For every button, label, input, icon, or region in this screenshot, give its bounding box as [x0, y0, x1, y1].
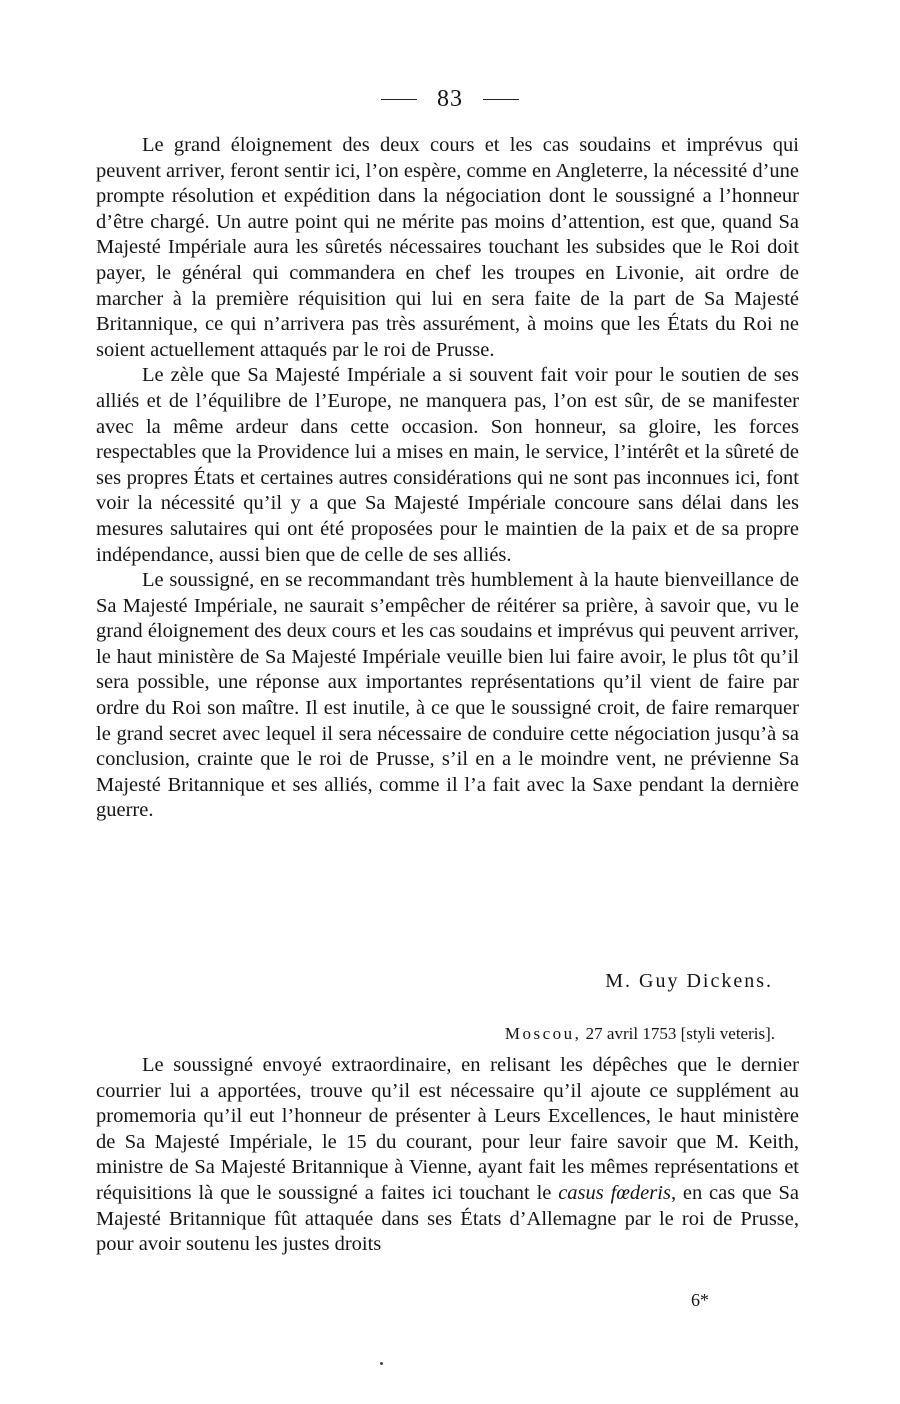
italic-phrase: casus fœderis — [558, 1181, 671, 1204]
header-rule-left — [381, 99, 417, 100]
signature-mark: 6* — [691, 1290, 709, 1310]
print-speck — [380, 1362, 383, 1365]
paragraph — [96, 1053, 799, 1258]
paragraph: Le grand éloignement des deux cours et les cas soudains et imprévus qui peuvent arriver, feront sentir ici, l’on espère, comme en Angleterre, la nécessité d’une prompte résolution et expédition dans la négociation dont le soussigné a l’honneur d’être chargé. Un autre point qui ne mérite pas moins d’attention, est que, quand Sa Majesté Impériale aura les sûretés nécessaires touchant les subsides que le Roi doit payer, le général qui commandera en chef les troupes en Livonie, ait ordre de marcher à la première réquisition qui lui en sera faite de la part de Sa Majesté Britannique, ce qui n’arrivera pas très assurément, à moins que les États du Roi ne soient actuellement attaqués par le roi de Prusse. — [96, 134, 799, 361]
paragraph: Le soussigné, en se recommandant très humblement à la haute bienveillance de Sa Majesté Impériale, ne saurait s’empêcher de réitérer sa prière, à savoir que, vu le grand éloignement des deux cours et les cas soudains et imprévus qui peuvent arriver, le haut ministère de Sa Majesté Impériale veuille bien lui faire avoir, le plus tôt qu’il sera possible, une réponse aux importantes représentations qu’il vient de faire par ordre du Roi son maître. Il est inutile, à ce que le soussigné croit, de faire remarquer le grand secret avec lequel il sera nécessaire de conduire cette négociation jusqu’à sa conclusion, crainte que le roi de Prusse, s’il en a le moindre vent, ne prévienne Sa Majesté Britannique et ses alliés, comme il l’a fait avec la Saxe pendant la dernière guerre. — [96, 569, 799, 822]
paragraph-text: Le soussigné envoyé extraordinaire, en relisant les dépêches que le dernier courrier lui a apportées, trouve qu’il est nécessaire qu’il ajoute ce supplément au promemoria qu’il eut l’honneur de présenter à Leurs Excellences, le haut ministère de Sa Majesté Impériale, le 15 du courant, pour leur faire savoir que M. Keith, ministre de Sa Majesté Britannique à Vienne, ayant fait les mêmes représentations et réquisitions là que le soussigné a faites ici touchant le — [96, 1054, 799, 1204]
memorandum-text — [96, 133, 799, 824]
paragraph: Le zèle que Sa Majesté Impériale a si souvent fait voir pour le soutien de ses alliés et de l’équilibre de l’Europe, ne manquera pas, l’on est sûr, de se manifester avec la même ardeur dans cette occasion. Son honneur, sa gloire, les forces respectables que la Providence lui a mises en main, le service, l’intérêt et la sûreté de ses propres États et certaines autres considérations qui ne sont pas inconnues ici, font voir la nécessité qu’il y a que Sa Majesté Impériale concoure sans délai dans les mesures salutaires qui ont été proposées pour le maintien de la paix et de sa propre indépendance, aussi bien que de celle de ses alliés. — [96, 364, 799, 566]
supplement-text — [96, 1053, 799, 1258]
page-header — [0, 86, 900, 113]
author-signature: M. Guy Dickens. — [605, 970, 773, 992]
dateline — [505, 1024, 775, 1044]
dateline-date: 27 avril 1753 [styli veteris]. — [585, 1024, 775, 1043]
header-rule-right — [483, 99, 519, 100]
page-number: 83 — [437, 86, 463, 112]
paragraph-text: , en cas que Sa Majesté Britannique fût attaquée dans ses États d’Allemagne par le roi de Prusse, pour avoir soutenu les justes droits — [96, 1181, 799, 1256]
dateline-place: Moscou, — [504, 1024, 582, 1043]
